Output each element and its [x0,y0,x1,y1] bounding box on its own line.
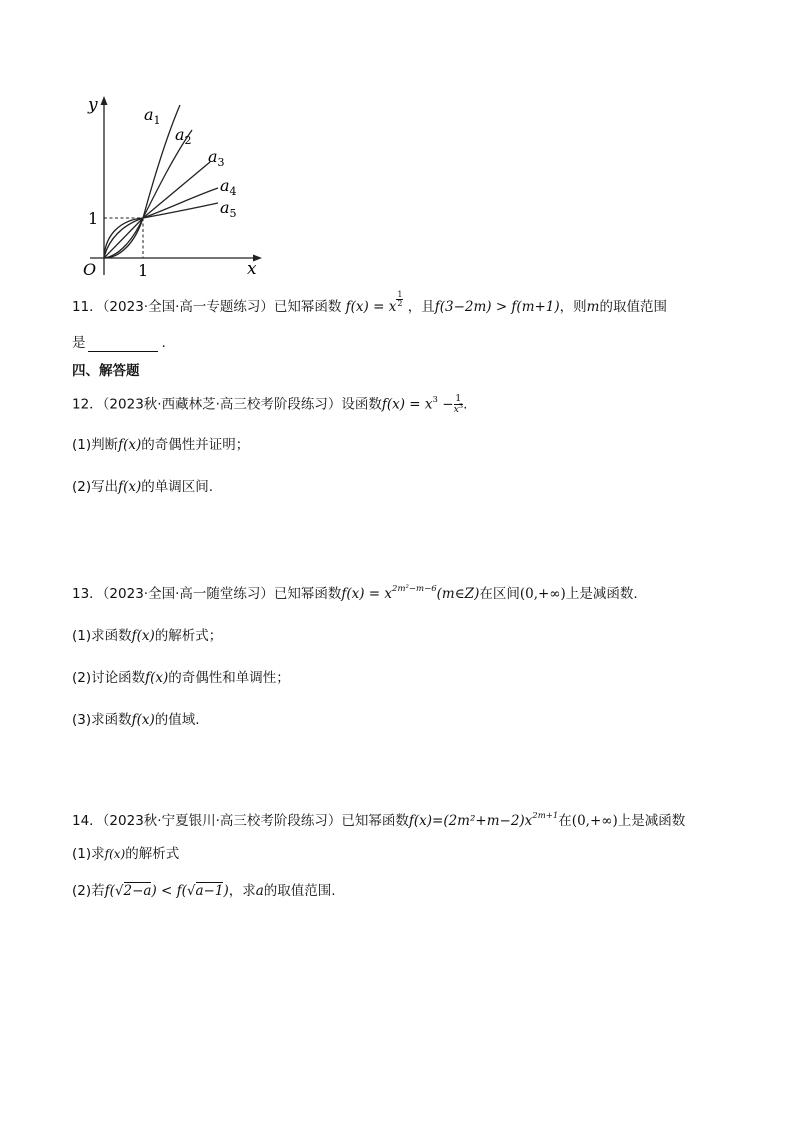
q12-p2-func: f(x) [118,479,142,495]
curve-a2 [104,130,192,258]
q12-end: . [463,396,468,413]
q14-p1-post: 的解析式 [125,846,180,862]
q13-cond: (m∈Z) [436,586,480,602]
curve-label-a5: $a_5$ [220,198,237,220]
q13-p1-func: f(x) [131,628,155,644]
q14-p2-close: ) [223,883,229,899]
axis-label-y: y [88,95,98,115]
q14-suffix: 上是减函数 [617,813,686,829]
axis-label-x: x [247,259,257,279]
question-12 [72,394,467,416]
q14-prefix: 14．（2023秋·宁夏银川·高三校考阶段练习）已知幂函数 [72,813,409,829]
curve-a4 [104,188,218,258]
question-13-part-3 [72,711,200,729]
origin-label: O [83,260,97,279]
q13-prefix: 13．（2023·全国·高一随堂练习）已知幂函数 [72,586,342,602]
question-12-part-1 [72,436,249,454]
question-13 [72,585,638,605]
answer-blank[interactable] [88,338,158,352]
q11-var: m [586,299,600,315]
q11-suffix: 的取值范围 [599,299,667,315]
q14-p2-radicand-1: 2−a [123,883,152,899]
q13-p2-pre: (2)讨论函数 [72,670,146,686]
question-14-part-1 [72,845,179,863]
q13-mid: 在区间 [479,586,520,602]
q13-p2-func: f(x) [145,670,169,686]
q11-line2: 是 [72,335,86,351]
q11-mid2: ，则 [559,299,587,315]
section-heading: 四、解答题 [72,363,140,379]
curve-label-a3: $a_3$ [208,147,225,169]
q13-interval: (0,+∞) [519,586,566,602]
q13-p1-pre: (1)求函数 [72,628,132,644]
q13-func: f(x) = x [341,586,393,602]
q12-exp1: 3 [432,394,438,405]
q12-func: f(x) = x [381,396,433,413]
y-axis-arrow [101,96,108,105]
question-14 [72,812,685,832]
q11-exponent: $\frac{1}{2}$ [397,289,403,308]
q14-interval: (0,+∞) [571,813,618,829]
q12-p1-func: f(x) [118,437,142,453]
q14-mid: 在 [558,813,572,829]
q12-minus: − [437,396,454,413]
q13-p2-post: 的奇偶性和单调性； [168,670,290,686]
q11-func: f(x) = x [345,299,397,315]
q12-fraction: $\frac{1}{x^3}$ [453,393,464,415]
q11-mid: ，且 [407,299,435,315]
q14-p1-func: f(x) [104,847,126,861]
curve-a3 [104,162,210,258]
q14-func: f(x)=(2m²+m−2)x [408,813,533,829]
q14-p2-mid: ，求 [228,883,256,899]
q11-end: . [161,335,166,351]
q11-inequality: f(3−2m) > f(m+1) [434,299,560,315]
q12-prefix: 12．（2023秋·西藏林芝·高三校考阶段练习）设函数 [72,396,382,413]
curve-label-a2: $a_2$ [175,125,192,147]
tick-label-y: 1 [88,209,99,228]
question-11 [72,289,667,316]
question-11-line2 [72,334,166,352]
q12-p1-pre: (1)判断 [72,437,119,453]
power-function-graph [70,90,270,280]
q13-p3-post: 的值域. [154,712,200,728]
q12-p2-post: 的单调区间. [141,479,214,495]
q11-prefix: 11．（2023·全国·高一专题练习）已知幂函数 [72,299,342,315]
q14-p2-radicand-2: a−1 [195,883,224,899]
q12-p1-post: 的奇偶性并证明； [141,437,250,453]
q13-exp: 2m²−m−6 [392,584,437,594]
q14-exp: 2m+1 [532,811,559,821]
tick-label-x: 1 [138,261,149,280]
q14-p2-lt: ) < f( [151,883,187,899]
question-14-part-2: (2)若f(√2−a) < f(√a−1)，求a的取值范围. [72,883,336,899]
q14-p2-post: 的取值范围. [263,883,336,899]
q14-p1-pre: (1)求 [72,846,105,862]
q13-p1-post: 的解析式； [154,628,223,644]
q13-p3-pre: (3)求函数 [72,712,132,728]
q13-p3-func: f(x) [131,712,155,728]
question-12-part-2 [72,478,213,496]
question-13-part-1 [72,627,222,645]
q14-p2-pre: (2)若 [72,883,105,899]
curve-label-a4: $a_4$ [220,176,237,198]
q14-p2-f1: f( [104,883,115,899]
q13-suffix: 上是减函数. [565,586,638,602]
question-13-part-2 [72,669,290,687]
q14-p2-var: a [255,883,264,899]
curve-label-a1: $a_1$ [144,105,161,127]
q12-p2-pre: (2)写出 [72,479,119,495]
